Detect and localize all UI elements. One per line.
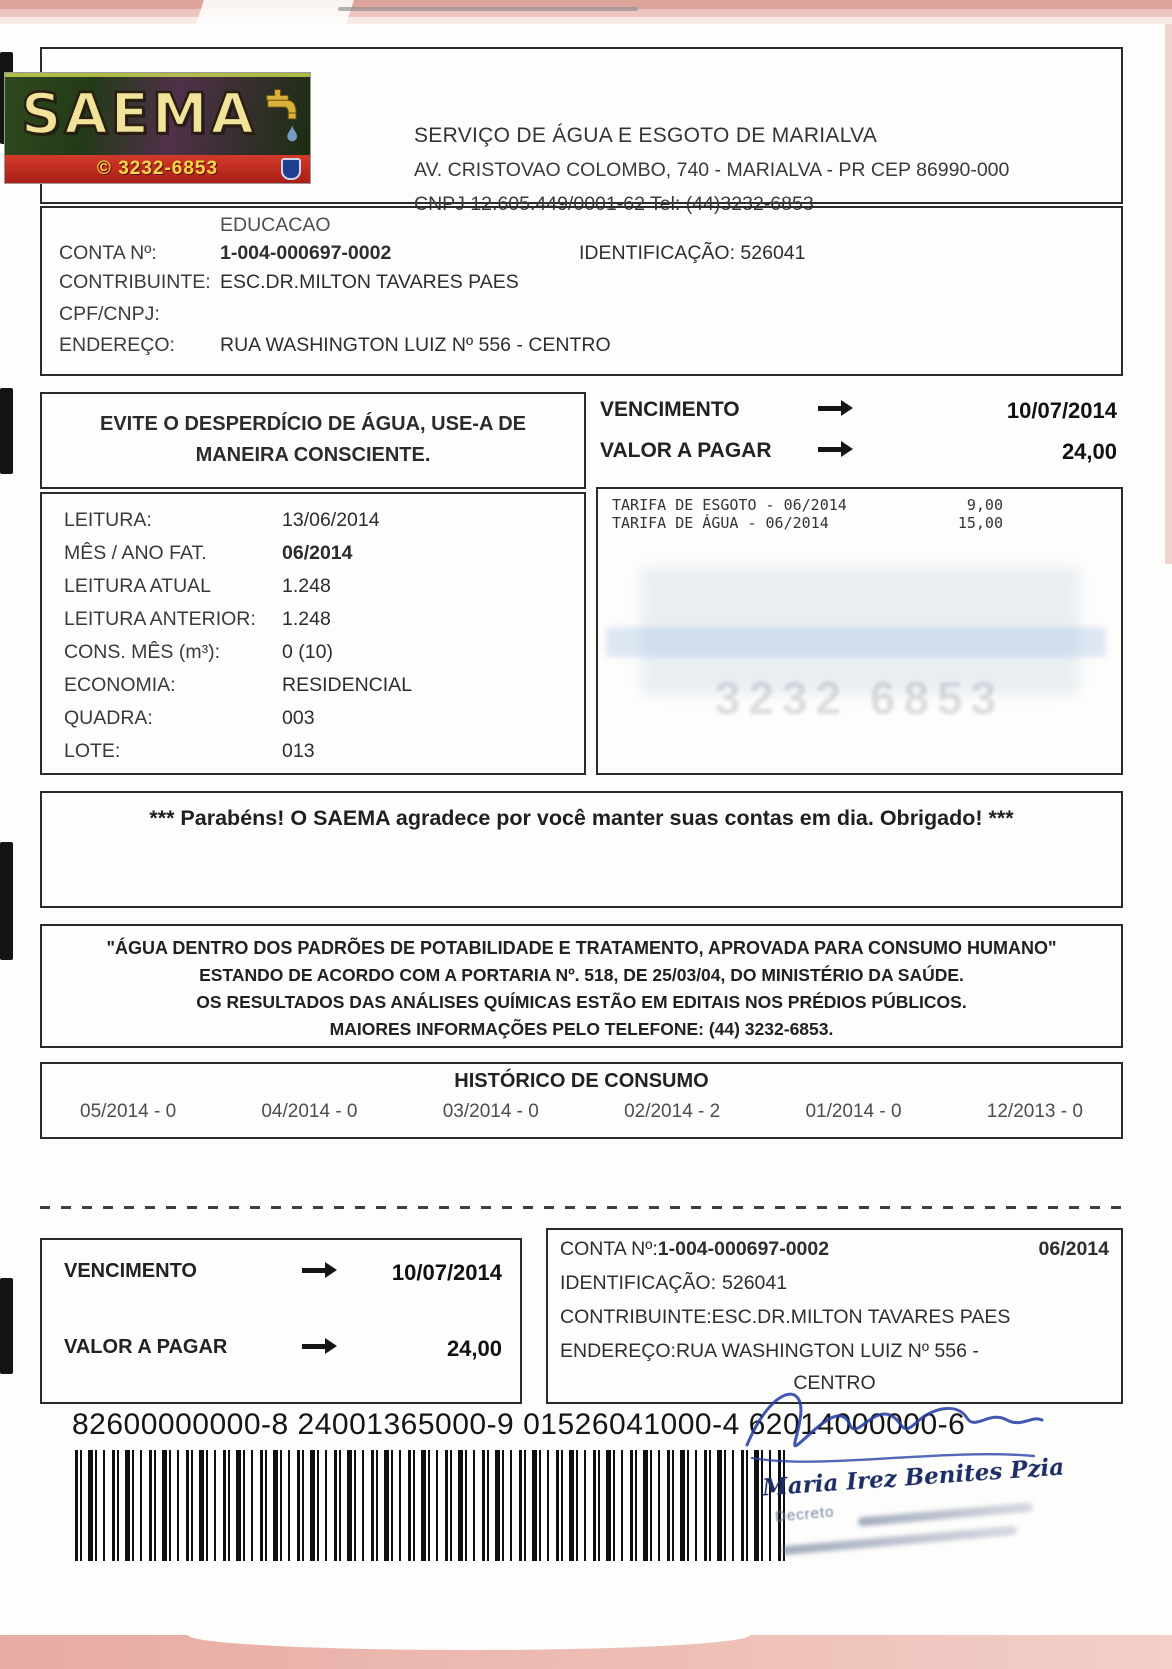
stub-account-number-row xyxy=(560,1238,1109,1261)
faucet-icon xyxy=(257,85,300,143)
stamp-signer-name: Maria Irez Benites Pzia xyxy=(761,1453,1066,1502)
reading-value: 0 (10) xyxy=(282,641,333,663)
due-date-row xyxy=(600,398,1125,424)
tariff-label: TARIFA DE ÁGUA - 06/2014 xyxy=(612,514,829,532)
due-date-label: VENCIMENTO xyxy=(600,398,740,421)
reading-value: 1.248 xyxy=(282,608,331,630)
scan-edge-right xyxy=(1165,24,1172,564)
reading-label: LEITURA ATUAL xyxy=(64,575,212,597)
quality-line-1: "ÁGUA DENTRO DOS PADRÕES DE POTABILIDADE E TRATAMENTO, APROVADA PARA CONSUMO HUMANO" xyxy=(106,938,1057,958)
history-item: 01/2014 - 0 xyxy=(805,1101,902,1122)
quality-line-3: OS RESULTADOS DAS ANÁLISES QUÍMICAS ESTÃO EM EDITAIS NOS PRÉDIOS PÚBLICOS. xyxy=(196,992,967,1012)
arrow-icon xyxy=(818,406,842,411)
notice-line-1: EVITE O DESPERDÍCIO DE ÁGUA, USE-A DE xyxy=(100,413,526,435)
reading-value: 1.248 xyxy=(282,575,331,597)
stub-account-number-label: CONTA Nº: xyxy=(560,1238,658,1260)
tariff-row xyxy=(612,496,1107,514)
shield-icon xyxy=(281,158,301,180)
stub-identification-value: 526041 xyxy=(722,1272,788,1294)
history-items xyxy=(42,1093,1121,1123)
reading-value: 06/2014 xyxy=(282,542,353,564)
stub-due-date-row xyxy=(64,1260,502,1286)
account-number-row xyxy=(59,242,1107,265)
reading-row xyxy=(64,702,584,735)
reading-label: LOTE: xyxy=(64,740,121,762)
tariff-value: 9,00 xyxy=(966,496,1003,514)
arrow-icon xyxy=(302,1344,326,1349)
stub-customer-label: CONTRIBUINTE: xyxy=(560,1306,712,1328)
notice-line-2: MANEIRA CONSCIENTE. xyxy=(195,444,431,466)
scan-edge-top xyxy=(0,0,1172,24)
stub-identification-label: IDENTIFICAÇÃO: xyxy=(560,1272,717,1294)
tariff-row xyxy=(612,514,1107,532)
reading-row xyxy=(64,669,584,702)
water-quality-section xyxy=(40,924,1123,1048)
account-category: EDUCACAO xyxy=(220,214,331,236)
watermark-phone: 3232 6853 xyxy=(714,672,1005,724)
reading-value: 013 xyxy=(282,740,315,762)
logo-phone-strip xyxy=(5,155,310,183)
reading-label: MÊS / ANO FAT. xyxy=(64,542,207,564)
reading-row xyxy=(64,570,584,603)
cpf-label: CPF/CNPJ: xyxy=(59,303,160,325)
history-item: 12/2013 - 0 xyxy=(986,1101,1083,1122)
customer-label: CONTRIBUINTE: xyxy=(59,271,211,293)
logo-artwork xyxy=(5,73,310,155)
barcode-digits: 82600000000-8 24001365000-9 01526041000-4 62014000000-6 xyxy=(72,1408,966,1441)
scan-edge-bottom xyxy=(0,1635,1172,1669)
reading-row xyxy=(64,537,584,570)
stamp-text-fragment: Decreto xyxy=(774,1503,836,1526)
scan-mark xyxy=(0,388,13,474)
account-number-label: CONTA Nº: xyxy=(59,242,157,264)
address-value: RUA WASHINGTON LUIZ Nº 556 - CENTRO xyxy=(220,334,611,356)
scan-mark xyxy=(0,1278,13,1374)
reading-label: LEITURA: xyxy=(64,509,152,531)
reading-row xyxy=(64,735,584,768)
stub-customer-row xyxy=(560,1306,1109,1329)
reading-label: QUADRA: xyxy=(64,707,153,729)
consumption-history-section xyxy=(40,1062,1123,1139)
thanks-message: *** Parabéns! O SAEMA agradece por você manter suas contas em dia. Obrigado! *** xyxy=(149,806,1014,830)
stub-reference-month: 06/2014 xyxy=(1038,1238,1109,1260)
reading-label: CONS. MÊS (m³): xyxy=(64,641,220,663)
quality-line-4: MAIORES INFORMAÇÕES PELO TELEFONE: (44) 3232-6853. xyxy=(329,1019,834,1039)
stub-due-date-value: 10/07/2014 xyxy=(391,1260,502,1285)
amount-label: VALOR A PAGAR xyxy=(600,439,772,462)
account-number-value: 1-004-000697-0002 xyxy=(220,242,392,264)
quality-line-2: ESTANDO DE ACORDO COM A PORTARIA Nº. 518, DE 25/03/04, DO MINISTÉRIO DA SAÚDE. xyxy=(199,965,964,985)
reading-row xyxy=(64,603,584,636)
stub-customer-value: ESC.DR.MILTON TAVARES PAES xyxy=(711,1306,1011,1328)
barcode-image xyxy=(75,1450,788,1561)
company-name: SERVIÇO DE ÁGUA E ESGOTO DE MARIALVA xyxy=(414,124,878,147)
reading-label: LEITURA ANTERIOR: xyxy=(64,608,256,630)
customer-value: ESC.DR.MILTON TAVARES PAES xyxy=(220,271,519,293)
due-summary xyxy=(600,398,1125,478)
thanks-message-section xyxy=(40,791,1123,908)
stub-amount-row xyxy=(64,1336,502,1362)
company-address: AV. CRISTOVAO COLOMBO, 740 - MARIALVA - PR CEP 86990-000 xyxy=(414,159,1010,181)
tariff-section xyxy=(596,487,1123,775)
stub-account-number-value: 1-004-000697-0002 xyxy=(657,1238,830,1260)
stub-address-label: ENDEREÇO: xyxy=(560,1340,676,1362)
stub-due-section xyxy=(40,1238,522,1404)
history-item: 03/2014 - 0 xyxy=(442,1101,539,1122)
amount-value: 24,00 xyxy=(1061,439,1117,464)
address-label: ENDEREÇO: xyxy=(59,334,175,356)
arrow-icon xyxy=(818,447,842,452)
cpf-row xyxy=(59,303,1107,326)
company-cnpj-tel: CNPJ 12.605.449/0001-62 Tel: (44)3232-6853 xyxy=(414,193,814,215)
tariff-label: TARIFA DE ESGOTO - 06/2014 xyxy=(612,496,847,514)
stub-amount-label: VALOR A PAGAR xyxy=(64,1336,228,1358)
logo-wordmark: SAEMA xyxy=(21,81,257,147)
water-saving-notice xyxy=(40,392,586,489)
stub-address-row xyxy=(560,1340,1109,1363)
tear-line xyxy=(40,1206,1123,1209)
identification: IDENTIFICAÇÃO: 526041 xyxy=(579,242,806,264)
scan-line-artifact xyxy=(338,7,638,11)
stub-due-date-label: VENCIMENTO xyxy=(64,1260,197,1282)
account-section xyxy=(40,206,1123,376)
scan-mark xyxy=(0,842,13,960)
tariff-value: 15,00 xyxy=(957,514,1003,532)
logo-phone-number: © 3232-6853 xyxy=(96,158,219,179)
history-title: HISTÓRICO DE CONSUMO xyxy=(454,1070,709,1092)
history-item: 02/2014 - 2 xyxy=(624,1101,721,1122)
reading-value: 003 xyxy=(282,707,315,729)
stub-address-line2: CENTRO xyxy=(793,1372,876,1394)
reading-label: ECONOMIA: xyxy=(64,674,176,696)
stub-identification-row xyxy=(560,1272,1109,1295)
amount-row xyxy=(600,439,1125,465)
due-date-value: 10/07/2014 xyxy=(1006,398,1117,423)
reading-row xyxy=(64,636,584,669)
history-item: 05/2014 - 0 xyxy=(80,1101,177,1122)
meter-reading-section xyxy=(40,492,586,775)
watermark-strip xyxy=(606,627,1106,657)
reading-row xyxy=(64,504,584,537)
stamp-blurred-line xyxy=(782,1526,1017,1555)
address-row xyxy=(59,334,1107,357)
customer-row xyxy=(59,271,1107,294)
saema-logo xyxy=(5,73,310,183)
reading-value: RESIDENCIAL xyxy=(282,674,413,696)
stub-address-line1: RUA WASHINGTON LUIZ Nº 556 - xyxy=(675,1340,979,1362)
stamp-blurred-line xyxy=(858,1502,1033,1526)
stub-amount-value: 24,00 xyxy=(446,1336,502,1361)
history-item: 04/2014 - 0 xyxy=(261,1101,358,1122)
arrow-icon xyxy=(302,1268,326,1273)
reading-value: 13/06/2014 xyxy=(282,509,380,531)
